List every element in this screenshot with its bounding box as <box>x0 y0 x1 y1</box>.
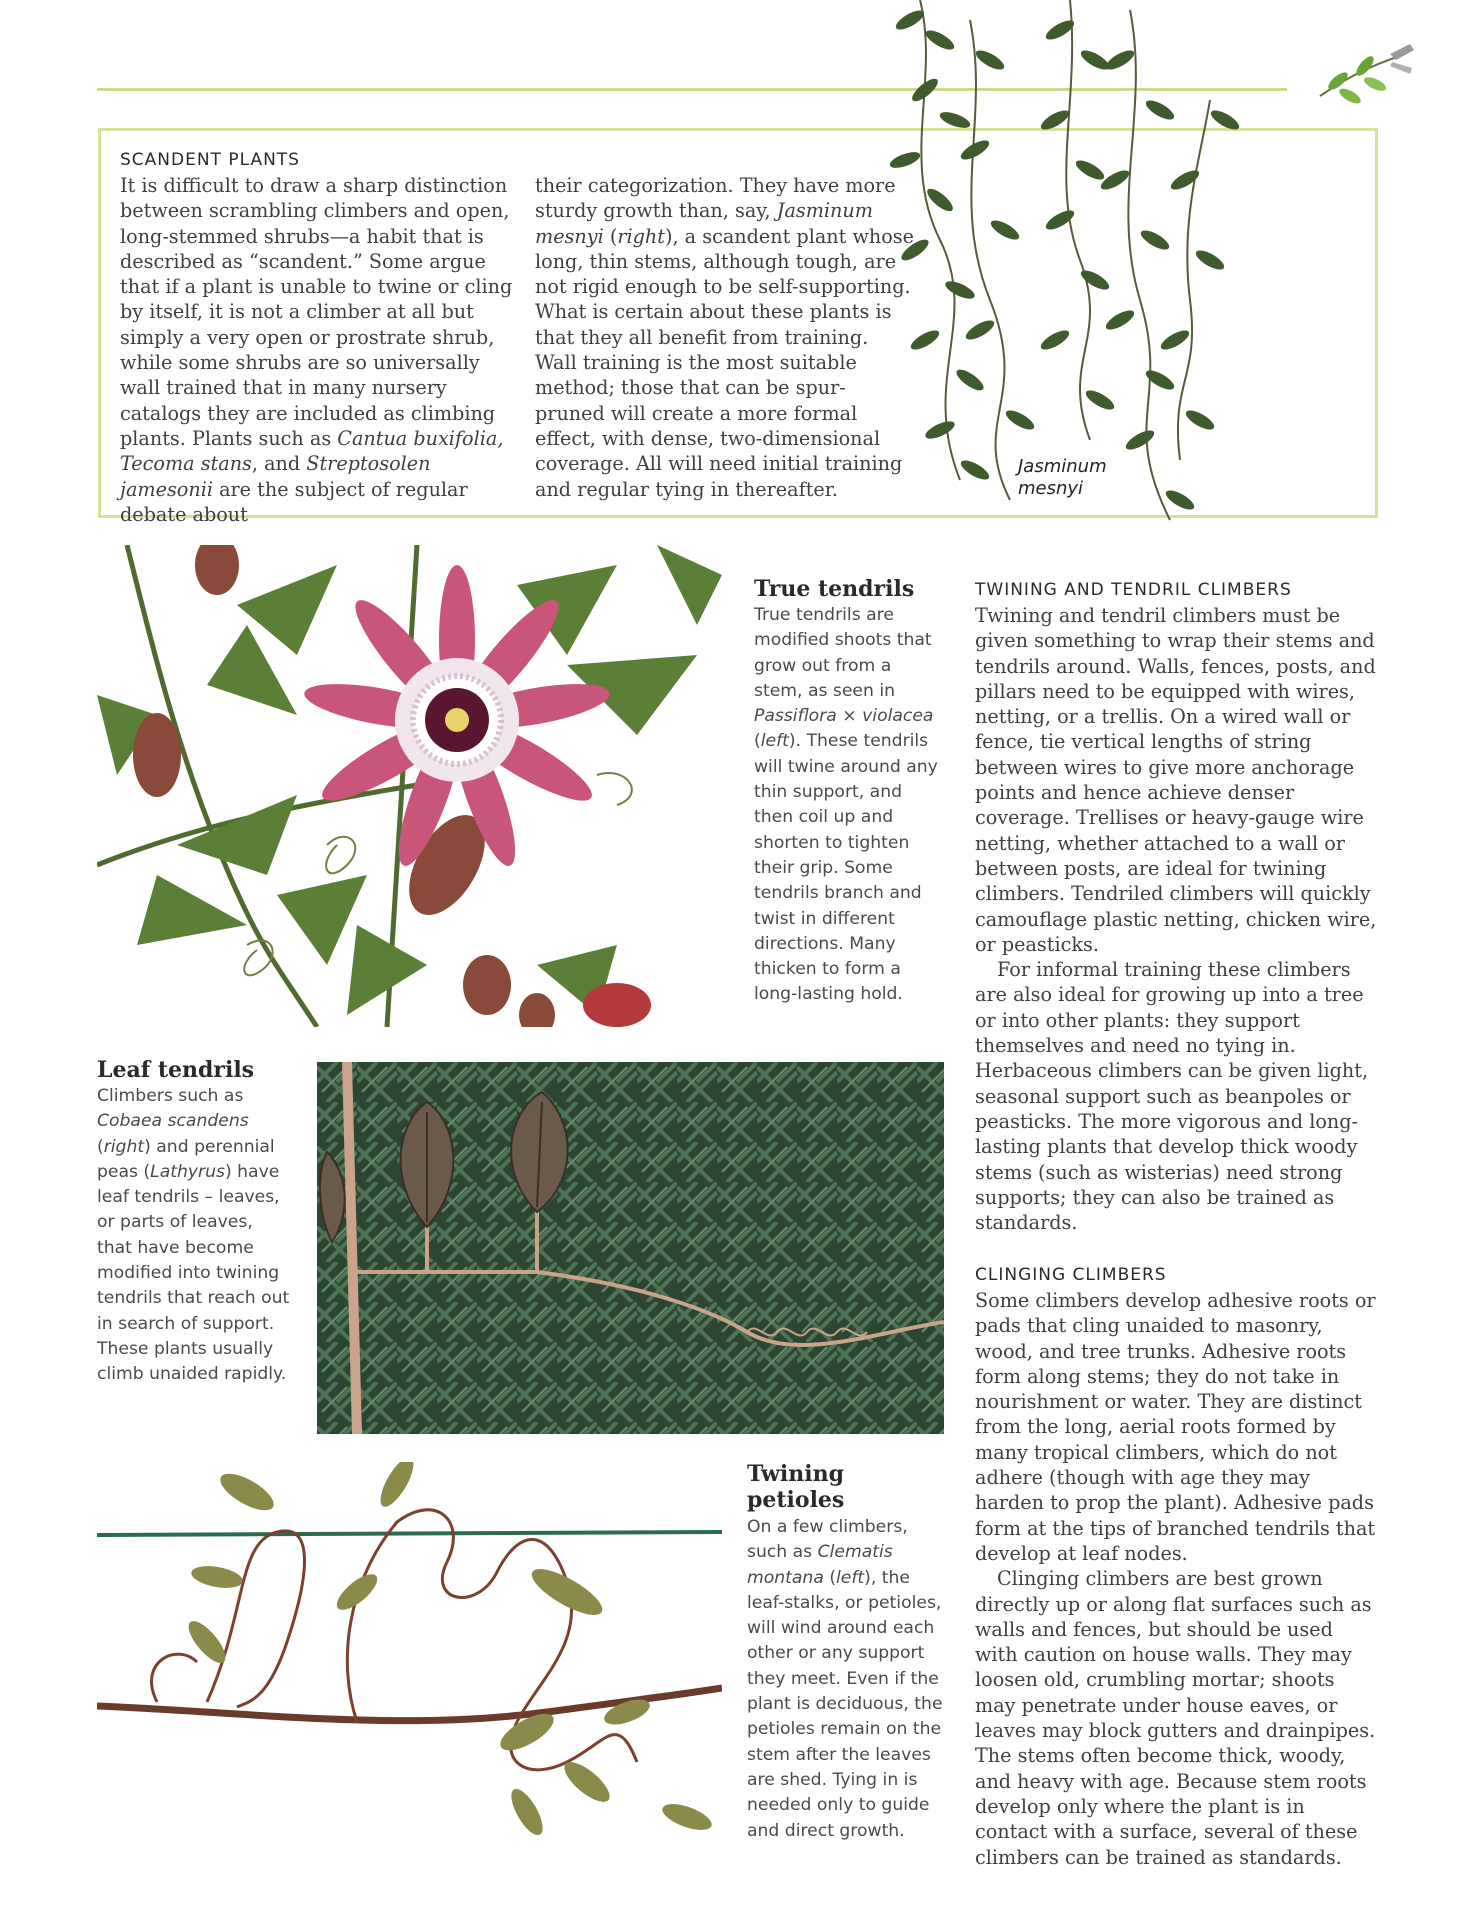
pruned-sprig-icon <box>1310 36 1420 126</box>
twining-climbers-heading: TWINING AND TENDRIL CLIMBERS <box>975 580 1292 600</box>
italic-run: Jasminum mesnyi <box>535 199 873 248</box>
italic-run: Clematis montana <box>747 1542 893 1588</box>
text-run: Climbers such as <box>97 1086 244 1106</box>
twining-climbers-body <box>975 603 1380 1235</box>
clematis-photo <box>97 1462 722 1854</box>
italic-run: Streptosolen jamesonii <box>120 452 431 501</box>
text-run: True tendrils are modified shoots that grow out from a stem, as seen in <box>754 605 932 701</box>
italic-run: Cobaea scandens <box>97 1111 249 1132</box>
text-run: ), a scandent plant whose long, thin stems, although tough, are not rigid enough to be self-supporting. What is certain about these plants is that they all benefit from training. Wall training is the most suitable method; those that can be spur-pruned will create a more formal effect, with dense, two-dimensional coverage. All will need initial training and regular tying in thereafter. <box>535 224 914 501</box>
text-run: ) have leaf tendrils – leaves, or parts of leaves, that have become modified into twining tendrils that reach out in search of support. These plants usually climb unaided rapidly. <box>97 1161 290 1385</box>
cobaea-photo <box>317 1062 944 1434</box>
clinging-climbers-body <box>975 1288 1380 1870</box>
passiflora-photo <box>97 545 722 1027</box>
text-run: ), the leaf-stalks, or petioles, will wind around each other or any support they meet. Even if the plant is deciduous, the petioles remain on the stem after the leaves are shed. Tying in is needed only to guide and direct growth. <box>747 1567 943 1841</box>
text-run: ). These tendrils will twine around any thin support, and then coil up and shorten to tighten their grip. Some tendrils branch and twist in different directions. Many thicken to form a long-lasting hold. <box>754 731 938 1005</box>
text-run: ( <box>97 1136 104 1157</box>
italic-run: right <box>617 224 665 248</box>
text-run: ( <box>823 1567 837 1588</box>
leaf-tendrils-heading: Leaf tendrils <box>97 1057 255 1083</box>
clinging-climbers-p2: Clinging climbers are best grown directly up or along flat surfaces such as walls and fences, but should be used with caution on house walls. They may loosen old, crumbling mortar; shoots may penetrate under house eaves, or leaves may block gutters and drainpipes. The stems often become thick, woody, and heavy with age. Because stem roots develop only where the plant is in contact with a surface, several of these climbers can be trained as standards. <box>975 1567 1376 1869</box>
text-run: ) and perennial peas ( <box>97 1136 275 1182</box>
text-run: , and <box>251 452 307 476</box>
text-run: their categorization. They have more sturdy growth than, say, <box>535 174 896 223</box>
italic-run: Tecoma stans <box>120 452 252 476</box>
italic-run: Cantua buxifolia, <box>337 426 504 450</box>
italic-run: violacea <box>862 706 934 727</box>
clinging-climbers-p1: Some climbers develop adhesive roots or pads that cling unaided to masonry, wood, and tree trunks. Adhesive roots form along stems; they do not take in nourishment or water. They are distinct from the long, aerial roots formed by many tropical climbers, which do not adhere (though with age they may harden to prop the plant). Adhesive pads form at the tips of branched tendrils that develop at leaf nodes. <box>975 1289 1376 1565</box>
true-tendrils-heading: True tendrils <box>754 576 915 602</box>
scandent-col2 <box>535 173 915 502</box>
passiflora-illustration <box>97 545 722 1027</box>
scandent-heading: SCANDENT PLANTS <box>120 150 300 170</box>
scandent-col1 <box>120 173 515 527</box>
text-run: are the subject of regular debate about <box>120 477 468 526</box>
text-run: On a few climbers, such as <box>747 1517 908 1563</box>
clematis-illustration <box>97 1462 722 1854</box>
twining-petioles-heading: Twining petioles <box>747 1461 845 1513</box>
text-run: It is difficult to draw a sharp distinction between scrambling climbers and open, long-stemmed shrubs—a habit that is described as “scandent.” Some argue that if a plant is unable to twine or cling by itself, it is not a climber at all but simply a very open or prostrate shrub, while some shrubs are so universally wall trained that in many nursery catalogs they are included as climbing plants. Plants such as <box>120 174 513 450</box>
true-tendrils-text <box>754 603 944 1008</box>
twining-climbers-p2: For informal training these climbers are also ideal for growing up into a tree or into other plants: they support themselves and need no tying in. Herbaceous climbers can be given light, seasonal support such as beanpoles or peasticks. The more vigorous and long-lasting plants that develop thick woody stems (such as wisterias) need strong supports; they can also be trained as standards. <box>975 958 1369 1235</box>
caption-line2: mesnyi <box>1018 478 1084 499</box>
italic-run: right <box>103 1136 145 1157</box>
text-run: ( <box>754 731 761 752</box>
caption-line1: Jasminum <box>1018 456 1107 477</box>
italic-run: Passiflora <box>754 706 837 727</box>
italic-run: left <box>836 1567 865 1588</box>
italic-run: left <box>760 731 789 752</box>
text-run: ( <box>603 224 618 248</box>
twining-petioles-text <box>747 1515 947 1844</box>
clinging-climbers-heading: CLINGING CLIMBERS <box>975 1265 1167 1285</box>
leaf-tendrils-text <box>97 1084 292 1388</box>
cobaea-illustration <box>317 1062 944 1434</box>
twining-climbers-p1: Twining and tendril climbers must be given something to wrap their stems and tendrils around. Walls, fences, posts, and pillars need to be equipped with wires, netting, or a trellis. On a wired wall or fence, tie vertical lengths of string between wires to give more anchorage points and hence achieve denser coverage. Trellises or heavy-gauge wire netting, whether attached to a wall or between posts, are ideal for twining climbers. Tendriled climbers will quickly camouflage plastic netting, chicken wire, or peasticks. <box>975 604 1377 956</box>
italic-run: Lathyrus <box>150 1161 225 1182</box>
jasminum-caption <box>1018 456 1107 500</box>
text-run: × <box>836 706 863 727</box>
